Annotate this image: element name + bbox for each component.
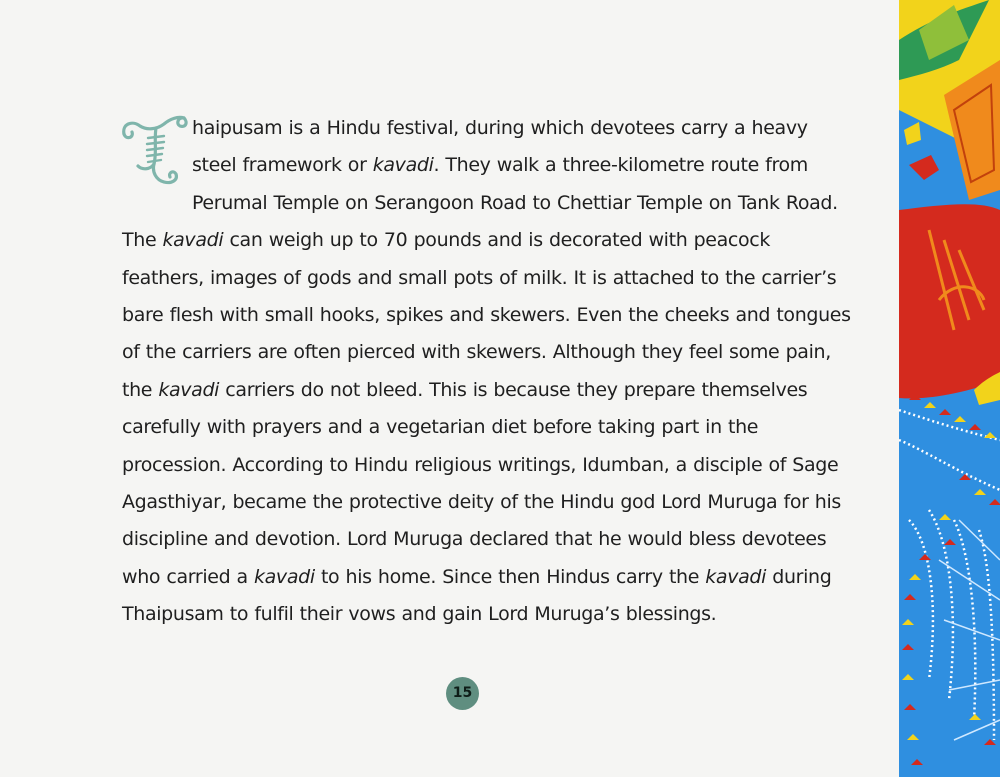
text-run: haipusam is a Hindu festival, during which devotees carry a heavy steel framework or: [192, 117, 808, 177]
page-number-badge: 15: [446, 677, 479, 710]
drop-cap-graphic: [116, 110, 190, 188]
italic-term: kavadi: [705, 565, 767, 588]
italic-term: kavadi: [253, 565, 315, 588]
drop-cap-letter: T: [116, 110, 117, 111]
text-run: can weigh up to 70 pounds and is decorated with peacock feathers, images of gods and small pots of milk. It is attached to the carrier’s bare flesh with small hooks, spikes and skewers. Even the cheeks and tongues of the carriers are often pierced with skewers. Although they feel some pain, the: [122, 229, 851, 401]
text-run: carriers do not bleed. This is because they prepare themselves carefully with prayers and a vegetarian diet before taking part in the procession. According to Hindu religious writings, Idumban, a disciple of Sage Agasthiyar, became the protective deity of the Hindu god Lord Muruga for his discipline and devotion. Lord Muruga declared that he would bless devotees who carried a: [122, 378, 841, 588]
text-run: during Thaipusam to fulfil their vows and gain Lord Muruga’s blessings.: [122, 565, 832, 626]
festival-illustration: [899, 0, 1000, 777]
kavadi-art-icon: [899, 0, 1000, 777]
italic-term: kavadi: [372, 154, 434, 177]
body-text: [116, 110, 852, 634]
text-run: to his home. Since then Hindus carry the: [314, 565, 706, 588]
ornamental-t-icon: [116, 110, 190, 188]
text-run: . They walk a three-kilometre route from Perumal Temple on Serangoon Road to Chettiar Temple on Tank Road. The: [122, 154, 838, 252]
italic-term: kavadi: [162, 229, 224, 252]
paragraph: [122, 110, 852, 634]
italic-term: kavadi: [158, 378, 220, 401]
